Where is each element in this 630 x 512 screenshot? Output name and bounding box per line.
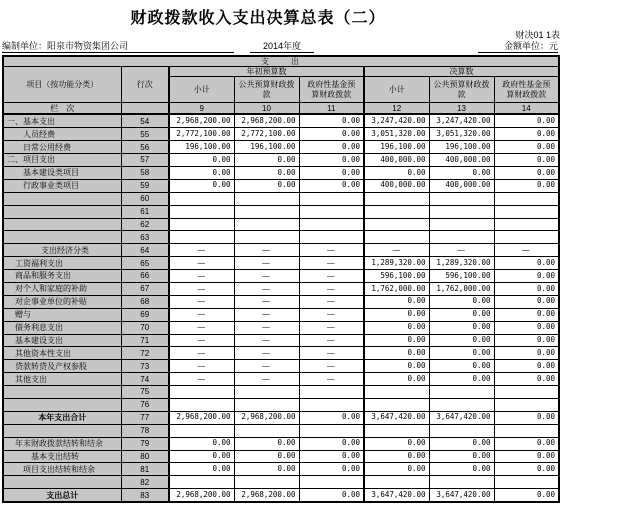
value-cell — [429, 192, 494, 205]
value-cell: — — [234, 321, 299, 334]
value-cell: 400,000.00 — [364, 179, 429, 192]
value-cell: 0.00 — [494, 141, 559, 154]
row-label: 对个人和家庭的补助 — [3, 282, 121, 295]
value-cell: — — [299, 360, 364, 373]
row-label: 对企事业单位的补贴 — [3, 295, 121, 308]
table-row — [3, 437, 559, 450]
value-cell — [429, 218, 494, 231]
value-cell — [494, 231, 559, 244]
col-group-final-accounts: 决算数 — [364, 67, 559, 77]
table-row — [3, 231, 559, 244]
row-line-number: 64 — [121, 244, 169, 257]
row-line-number: 61 — [121, 205, 169, 218]
value-cell — [299, 218, 364, 231]
value-cell: 0.00 — [494, 257, 559, 270]
value-cell: 0.00 — [429, 437, 494, 450]
row-line-number: 67 — [121, 282, 169, 295]
row-label — [3, 192, 121, 205]
value-cell: — — [234, 360, 299, 373]
row-label — [3, 398, 121, 411]
value-cell — [234, 231, 299, 244]
value-cell: 0.00 — [429, 463, 494, 476]
value-cell: 0.00 — [364, 166, 429, 179]
value-cell: 0.00 — [494, 166, 559, 179]
row-line-number: 63 — [121, 231, 169, 244]
value-cell: 196,100.00 — [234, 141, 299, 154]
form-code: 财决01 1表 — [515, 30, 560, 40]
value-cell: 0.00 — [494, 334, 559, 347]
value-cell — [169, 218, 234, 231]
value-cell: 0.00 — [429, 295, 494, 308]
row-label: 日常公用经费 — [3, 141, 121, 154]
value-cell: 0.00 — [364, 295, 429, 308]
row-line-number: 57 — [121, 154, 169, 167]
value-cell: — — [299, 270, 364, 283]
value-cell — [429, 398, 494, 411]
table-row — [3, 489, 559, 502]
value-cell: 596,100.00 — [429, 270, 494, 283]
value-cell: 3,051,320.00 — [364, 128, 429, 141]
row-line-number: 79 — [121, 437, 169, 450]
value-cell: 0.00 — [364, 437, 429, 450]
col-header-govfund-budget: 政府性基金预算财政拨款 — [299, 77, 364, 103]
value-cell: — — [494, 244, 559, 257]
row-label — [3, 386, 121, 399]
value-cell: 0.00 — [234, 179, 299, 192]
column-index-14: 14 — [494, 103, 559, 115]
row-label: 支出总计 — [3, 489, 121, 502]
value-cell: 0.00 — [429, 373, 494, 386]
row-label: 其他资本性支出 — [3, 347, 121, 360]
value-cell: — — [169, 334, 234, 347]
table-row — [3, 424, 559, 437]
value-cell: — — [299, 295, 364, 308]
col-header-govfund-final: 政府性基金预算财政拨款 — [494, 77, 559, 103]
value-cell — [364, 231, 429, 244]
value-cell: 1,762,000.00 — [429, 282, 494, 295]
value-cell: 0.00 — [429, 334, 494, 347]
value-cell — [234, 398, 299, 411]
value-cell: — — [299, 334, 364, 347]
column-index-13: 13 — [429, 103, 494, 115]
table-row — [3, 450, 559, 463]
value-cell: 2,968,200.00 — [169, 114, 234, 127]
table-row — [3, 166, 559, 179]
column-index-9: 9 — [169, 103, 234, 115]
value-cell: 3,647,420.00 — [429, 489, 494, 502]
value-cell: 0.00 — [494, 270, 559, 283]
table-row — [3, 373, 559, 386]
value-cell: 0.00 — [494, 373, 559, 386]
value-cell — [494, 218, 559, 231]
value-cell: — — [299, 257, 364, 270]
value-cell: — — [169, 270, 234, 283]
value-cell: 0.00 — [494, 437, 559, 450]
row-label: 支出经济分类 — [3, 244, 121, 257]
row-label: 一、基本支出 — [3, 114, 121, 127]
row-label: 基本建设支出 — [3, 334, 121, 347]
value-cell — [429, 386, 494, 399]
value-cell — [299, 386, 364, 399]
table-row — [3, 244, 559, 257]
table-row — [3, 218, 559, 231]
value-cell: 596,100.00 — [364, 270, 429, 283]
table-row — [3, 321, 559, 334]
fiscal-year: 2014年度 — [250, 39, 314, 53]
value-cell — [364, 205, 429, 218]
value-cell — [234, 476, 299, 489]
value-cell — [364, 218, 429, 231]
value-cell: 0.00 — [494, 282, 559, 295]
row-line-number: 68 — [121, 295, 169, 308]
value-cell: — — [364, 244, 429, 257]
value-cell: 1,762,000.00 — [364, 282, 429, 295]
value-cell — [234, 424, 299, 437]
value-cell — [494, 205, 559, 218]
value-cell: 0.00 — [234, 154, 299, 167]
value-cell: 2,968,200.00 — [169, 411, 234, 424]
row-line-number: 55 — [121, 128, 169, 141]
value-cell: 0.00 — [429, 347, 494, 360]
table-row — [3, 192, 559, 205]
value-cell — [169, 424, 234, 437]
row-line-number: 58 — [121, 166, 169, 179]
value-cell — [234, 205, 299, 218]
row-line-number: 66 — [121, 270, 169, 283]
col-header-subtotal-final: 小计 — [364, 77, 429, 103]
value-cell: 0.00 — [429, 308, 494, 321]
value-cell — [429, 424, 494, 437]
row-line-number: 69 — [121, 308, 169, 321]
table-row — [3, 334, 559, 347]
value-cell: 0.00 — [364, 308, 429, 321]
table-row — [3, 386, 559, 399]
row-line-number: 82 — [121, 476, 169, 489]
value-cell: 0.00 — [494, 128, 559, 141]
value-cell: 0.00 — [299, 114, 364, 127]
value-cell: — — [234, 334, 299, 347]
value-cell: — — [169, 282, 234, 295]
page-title: 财政拨款收入支出决算总表（二） — [130, 10, 386, 27]
row-line-number: 54 — [121, 114, 169, 127]
row-line-number: 72 — [121, 347, 169, 360]
value-cell: 0.00 — [429, 450, 494, 463]
row-line-number: 76 — [121, 398, 169, 411]
row-label: 其他支出 — [3, 373, 121, 386]
row-label: 行政事业类项目 — [3, 179, 121, 192]
value-cell — [234, 386, 299, 399]
value-cell — [169, 476, 234, 489]
col-header-item: 项目（按功能分类） — [3, 67, 121, 103]
value-cell: 0.00 — [364, 360, 429, 373]
value-cell: 0.00 — [299, 450, 364, 463]
value-cell: 3,647,420.00 — [364, 489, 429, 502]
row-label — [3, 231, 121, 244]
value-cell: — — [169, 373, 234, 386]
row-label: 项目支出结转和结余 — [3, 463, 121, 476]
value-cell: — — [234, 308, 299, 321]
row-line-number: 65 — [121, 257, 169, 270]
row-line-number: 56 — [121, 141, 169, 154]
value-cell: 0.00 — [299, 411, 364, 424]
value-cell — [299, 205, 364, 218]
row-line-number: 70 — [121, 321, 169, 334]
value-cell: — — [169, 308, 234, 321]
value-cell: — — [299, 373, 364, 386]
value-cell: 0.00 — [299, 463, 364, 476]
row-label — [3, 218, 121, 231]
value-cell — [364, 424, 429, 437]
value-cell — [494, 398, 559, 411]
value-cell: 0.00 — [364, 347, 429, 360]
value-cell: — — [234, 244, 299, 257]
value-cell: — — [169, 295, 234, 308]
value-cell: 0.00 — [429, 321, 494, 334]
value-cell: — — [169, 360, 234, 373]
value-cell: 3,247,420.00 — [429, 114, 494, 127]
table-row — [3, 257, 559, 270]
row-label: 债务利息支出 — [3, 321, 121, 334]
value-cell: 0.00 — [299, 179, 364, 192]
prepared-by-unit: 编制单位：阳泉市物资集团公司 — [2, 39, 234, 53]
row-line-number: 81 — [121, 463, 169, 476]
value-cell: 0.00 — [364, 373, 429, 386]
value-cell: — — [299, 308, 364, 321]
section-header-expenditure: 支 出 — [3, 56, 559, 67]
value-cell: 0.00 — [494, 463, 559, 476]
value-cell: 0.00 — [494, 179, 559, 192]
table-row — [3, 398, 559, 411]
row-label — [3, 205, 121, 218]
table-row — [3, 114, 559, 127]
value-cell: — — [169, 321, 234, 334]
value-cell: — — [234, 282, 299, 295]
row-label: 贷款转贷及产权参股 — [3, 360, 121, 373]
table-row — [3, 205, 559, 218]
row-label: 赠与 — [3, 308, 121, 321]
value-cell: 0.00 — [494, 308, 559, 321]
value-cell: 0.00 — [234, 450, 299, 463]
value-cell: 0.00 — [494, 360, 559, 373]
value-cell: — — [234, 295, 299, 308]
value-cell — [299, 424, 364, 437]
col-header-public-budget: 公共预算财政拨款 — [234, 77, 299, 103]
value-cell: 0.00 — [169, 463, 234, 476]
table-row — [3, 179, 559, 192]
value-cell: 400,000.00 — [429, 154, 494, 167]
value-cell: 0.00 — [299, 154, 364, 167]
value-cell: 0.00 — [429, 166, 494, 179]
value-cell: 0.00 — [169, 437, 234, 450]
value-cell: 0.00 — [364, 334, 429, 347]
value-cell: — — [234, 257, 299, 270]
row-line-number: 78 — [121, 424, 169, 437]
value-cell: 3,647,420.00 — [429, 411, 494, 424]
value-cell — [429, 231, 494, 244]
row-line-number: 73 — [121, 360, 169, 373]
value-cell: 0.00 — [494, 295, 559, 308]
value-cell: 0.00 — [364, 450, 429, 463]
value-cell: 1,289,320.00 — [364, 257, 429, 270]
row-line-number: 60 — [121, 192, 169, 205]
value-cell: 0.00 — [299, 437, 364, 450]
value-cell: 2,968,200.00 — [234, 411, 299, 424]
value-cell — [494, 424, 559, 437]
value-cell: 196,100.00 — [429, 141, 494, 154]
table-body — [3, 114, 559, 502]
row-line-number: 80 — [121, 450, 169, 463]
value-cell: 0.00 — [364, 463, 429, 476]
row-label: 人员经费 — [3, 128, 121, 141]
value-cell — [169, 205, 234, 218]
value-cell: 0.00 — [299, 489, 364, 502]
value-cell: 0.00 — [429, 360, 494, 373]
value-cell: — — [234, 347, 299, 360]
table-row — [3, 154, 559, 167]
value-cell — [234, 192, 299, 205]
row-label: 基本建设类项目 — [3, 166, 121, 179]
value-cell — [299, 476, 364, 489]
value-cell: 0.00 — [299, 141, 364, 154]
value-cell: 0.00 — [169, 179, 234, 192]
row-line-number: 83 — [121, 489, 169, 502]
value-cell: 0.00 — [234, 463, 299, 476]
value-cell — [429, 205, 494, 218]
value-cell: 0.00 — [494, 347, 559, 360]
table-row — [3, 463, 559, 476]
value-cell: 0.00 — [234, 437, 299, 450]
value-cell: 2,968,200.00 — [234, 114, 299, 127]
value-cell: 196,100.00 — [364, 141, 429, 154]
value-cell — [364, 398, 429, 411]
value-cell: — — [169, 257, 234, 270]
value-cell: 196,100.00 — [169, 141, 234, 154]
info-row — [2, 39, 558, 53]
value-cell — [429, 476, 494, 489]
value-cell: 2,772,100.00 — [169, 128, 234, 141]
value-cell: 400,000.00 — [429, 179, 494, 192]
column-index-12: 12 — [364, 103, 429, 115]
value-cell: 0.00 — [169, 166, 234, 179]
row-label: 本年支出合计 — [3, 411, 121, 424]
currency-unit: 金额单位：元 — [478, 39, 558, 53]
value-cell — [364, 476, 429, 489]
value-cell — [169, 398, 234, 411]
value-cell: 0.00 — [494, 450, 559, 463]
value-cell: 0.00 — [494, 411, 559, 424]
row-label — [3, 476, 121, 489]
value-cell: — — [234, 270, 299, 283]
value-cell — [299, 231, 364, 244]
value-cell: 0.00 — [234, 166, 299, 179]
value-cell — [494, 386, 559, 399]
row-line-number: 71 — [121, 334, 169, 347]
value-cell: 400,000.00 — [364, 154, 429, 167]
row-line-number: 77 — [121, 411, 169, 424]
value-cell: — — [234, 373, 299, 386]
table-row — [3, 360, 559, 373]
value-cell: 3,647,420.00 — [364, 411, 429, 424]
value-cell — [169, 386, 234, 399]
value-cell: 0.00 — [364, 321, 429, 334]
column-index-11: 11 — [299, 103, 364, 115]
value-cell: — — [169, 347, 234, 360]
value-cell — [364, 386, 429, 399]
value-cell — [494, 476, 559, 489]
table-row — [3, 282, 559, 295]
table-row — [3, 411, 559, 424]
col-header-public-final: 公共预算财政拨款 — [429, 77, 494, 103]
value-cell — [169, 192, 234, 205]
value-cell — [494, 192, 559, 205]
value-cell: — — [299, 321, 364, 334]
value-cell — [364, 192, 429, 205]
table-row — [3, 295, 559, 308]
value-cell: 0.00 — [169, 450, 234, 463]
value-cell: 0.00 — [494, 489, 559, 502]
value-cell: 0.00 — [494, 321, 559, 334]
value-cell: 0.00 — [169, 154, 234, 167]
column-index-label: 栏 次 — [3, 103, 121, 115]
table-row — [3, 347, 559, 360]
fiscal-expenditure-table — [2, 55, 560, 503]
col-header-line-no: 行次 — [121, 67, 169, 103]
value-cell: 0.00 — [494, 114, 559, 127]
table-row — [3, 308, 559, 321]
row-label: 工资福利支出 — [3, 257, 121, 270]
row-label: 年末财政拨款结转和结余 — [3, 437, 121, 450]
table-row — [3, 141, 559, 154]
value-cell: 2,968,200.00 — [234, 489, 299, 502]
value-cell — [169, 231, 234, 244]
value-cell: 2,772,100.00 — [234, 128, 299, 141]
row-line-number: 62 — [121, 218, 169, 231]
table-row — [3, 270, 559, 283]
value-cell: 3,051,320.00 — [429, 128, 494, 141]
value-cell: 0.00 — [299, 166, 364, 179]
value-cell: — — [299, 282, 364, 295]
value-cell: 3,247,420.00 — [364, 114, 429, 127]
value-cell: 0.00 — [299, 128, 364, 141]
value-cell: 2,968,200.00 — [169, 489, 234, 502]
value-cell — [299, 192, 364, 205]
row-line-number: 59 — [121, 179, 169, 192]
row-line-number: 75 — [121, 386, 169, 399]
value-cell: — — [429, 244, 494, 257]
table-row — [3, 476, 559, 489]
col-header-subtotal-budget: 小计 — [169, 77, 234, 103]
column-index-10: 10 — [234, 103, 299, 115]
column-index-blank — [121, 103, 169, 115]
value-cell: 0.00 — [494, 154, 559, 167]
value-cell: — — [299, 347, 364, 360]
value-cell: — — [169, 244, 234, 257]
row-label: 二、项目支出 — [3, 154, 121, 167]
row-label — [3, 424, 121, 437]
row-label: 商品和服务支出 — [3, 270, 121, 283]
col-group-initial-budget: 年初预算数 — [169, 67, 364, 77]
value-cell — [299, 398, 364, 411]
value-cell: 1,289,320.00 — [429, 257, 494, 270]
row-label: 基本支出结转 — [3, 450, 121, 463]
value-cell — [234, 218, 299, 231]
value-cell: — — [299, 244, 364, 257]
table-row — [3, 128, 559, 141]
row-line-number: 74 — [121, 373, 169, 386]
